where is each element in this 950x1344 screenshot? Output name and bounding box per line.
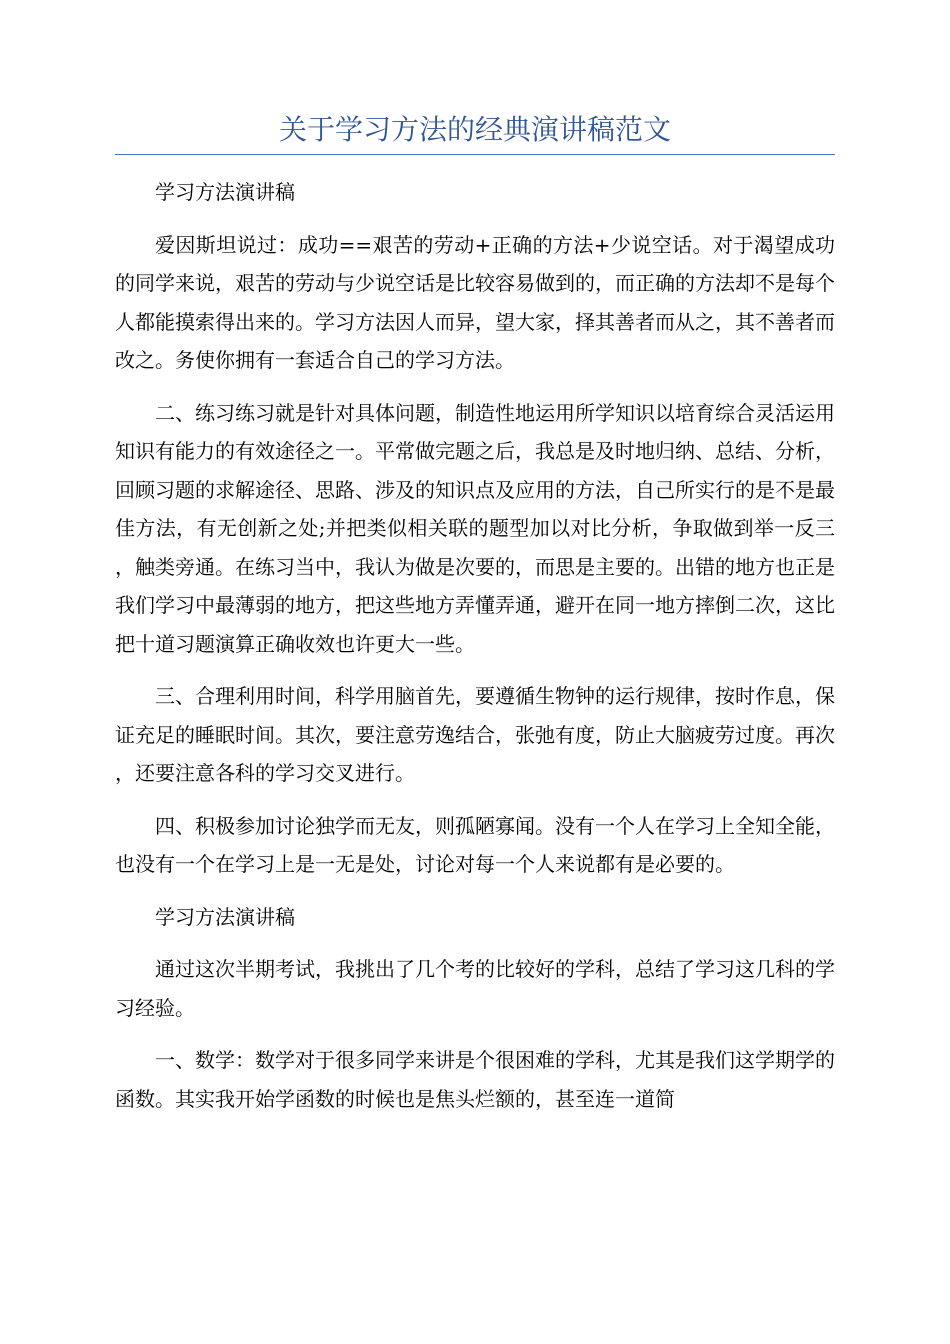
document-title: 关于学习方法的经典演讲稿范文 bbox=[278, 113, 671, 146]
paragraph-discussion: 四、积极参加讨论独学而无友，则孤陋寡闻。没有一个人在学习上全知全能，也没有一个在学习上是一无是处，讨论对每一个人来说都有是必要的。 bbox=[115, 813, 835, 876]
paragraph-time: 三、合理利用时间，科学用脑首先，要遵循生物钟的运行规律，按时作息，保证充足的睡眠时间。其次，要注意劳逸结合，张弛有度，防止大脑疲劳过度。再次，还要注意各科的学习交叉进行。 bbox=[115, 684, 835, 785]
paragraph-exam: 通过这次半期考试，我挑出了几个考的比较好的学科，总结了学习这几科的学习经验。 bbox=[115, 957, 835, 1020]
document-body bbox=[115, 173, 835, 1132]
paragraph-heading-1: 学习方法演讲稿 bbox=[155, 180, 295, 204]
paragraph-practice: 二、练习练习就是针对具体问题，制造性地运用所学知识以培育综合灵活运用知识有能力的有效途径之一。平常做完题之后，我总是及时地归纳、总结、分析，回顾习题的求解途径、思路、涉及的知识点及应用的方法，自己所实行的是不是最佳方法，有无创新之处;并把类似相关联的题型加以对比分析，争取做到举一反三，触类旁通。在练习当中，我认为做是次要的，而思是主要的。出错的地方也正是我们学习中最薄弱的地方，把这些地方弄懂弄通，避开在同一地方摔倒二次，这比把十道习题演算正确收效也许更大一些。 bbox=[115, 400, 835, 656]
paragraph-math: 一、数学：数学对于很多同学来讲是个很困难的学科，尤其是我们这学期学的函数。其实我开始学函数的时候也是焦头烂额的，甚至连一道简 bbox=[115, 1048, 835, 1111]
paragraph-heading-2: 学习方法演讲稿 bbox=[155, 904, 295, 929]
title-underline bbox=[115, 154, 835, 155]
paragraph-intro: 爱因斯坦说过：成功==艰苦的劳动+正确的方法+少说空话。对于渴望成功的同学来说，艰苦的劳动与少说空话是比较容易做到的，而正确的方法却不是每个人都能摸索得出来的。学习方法因人而异，望大家，择其善者而从之，其不善者而改之。务使你拥有一套适合自己的学习方法。 bbox=[115, 232, 835, 372]
